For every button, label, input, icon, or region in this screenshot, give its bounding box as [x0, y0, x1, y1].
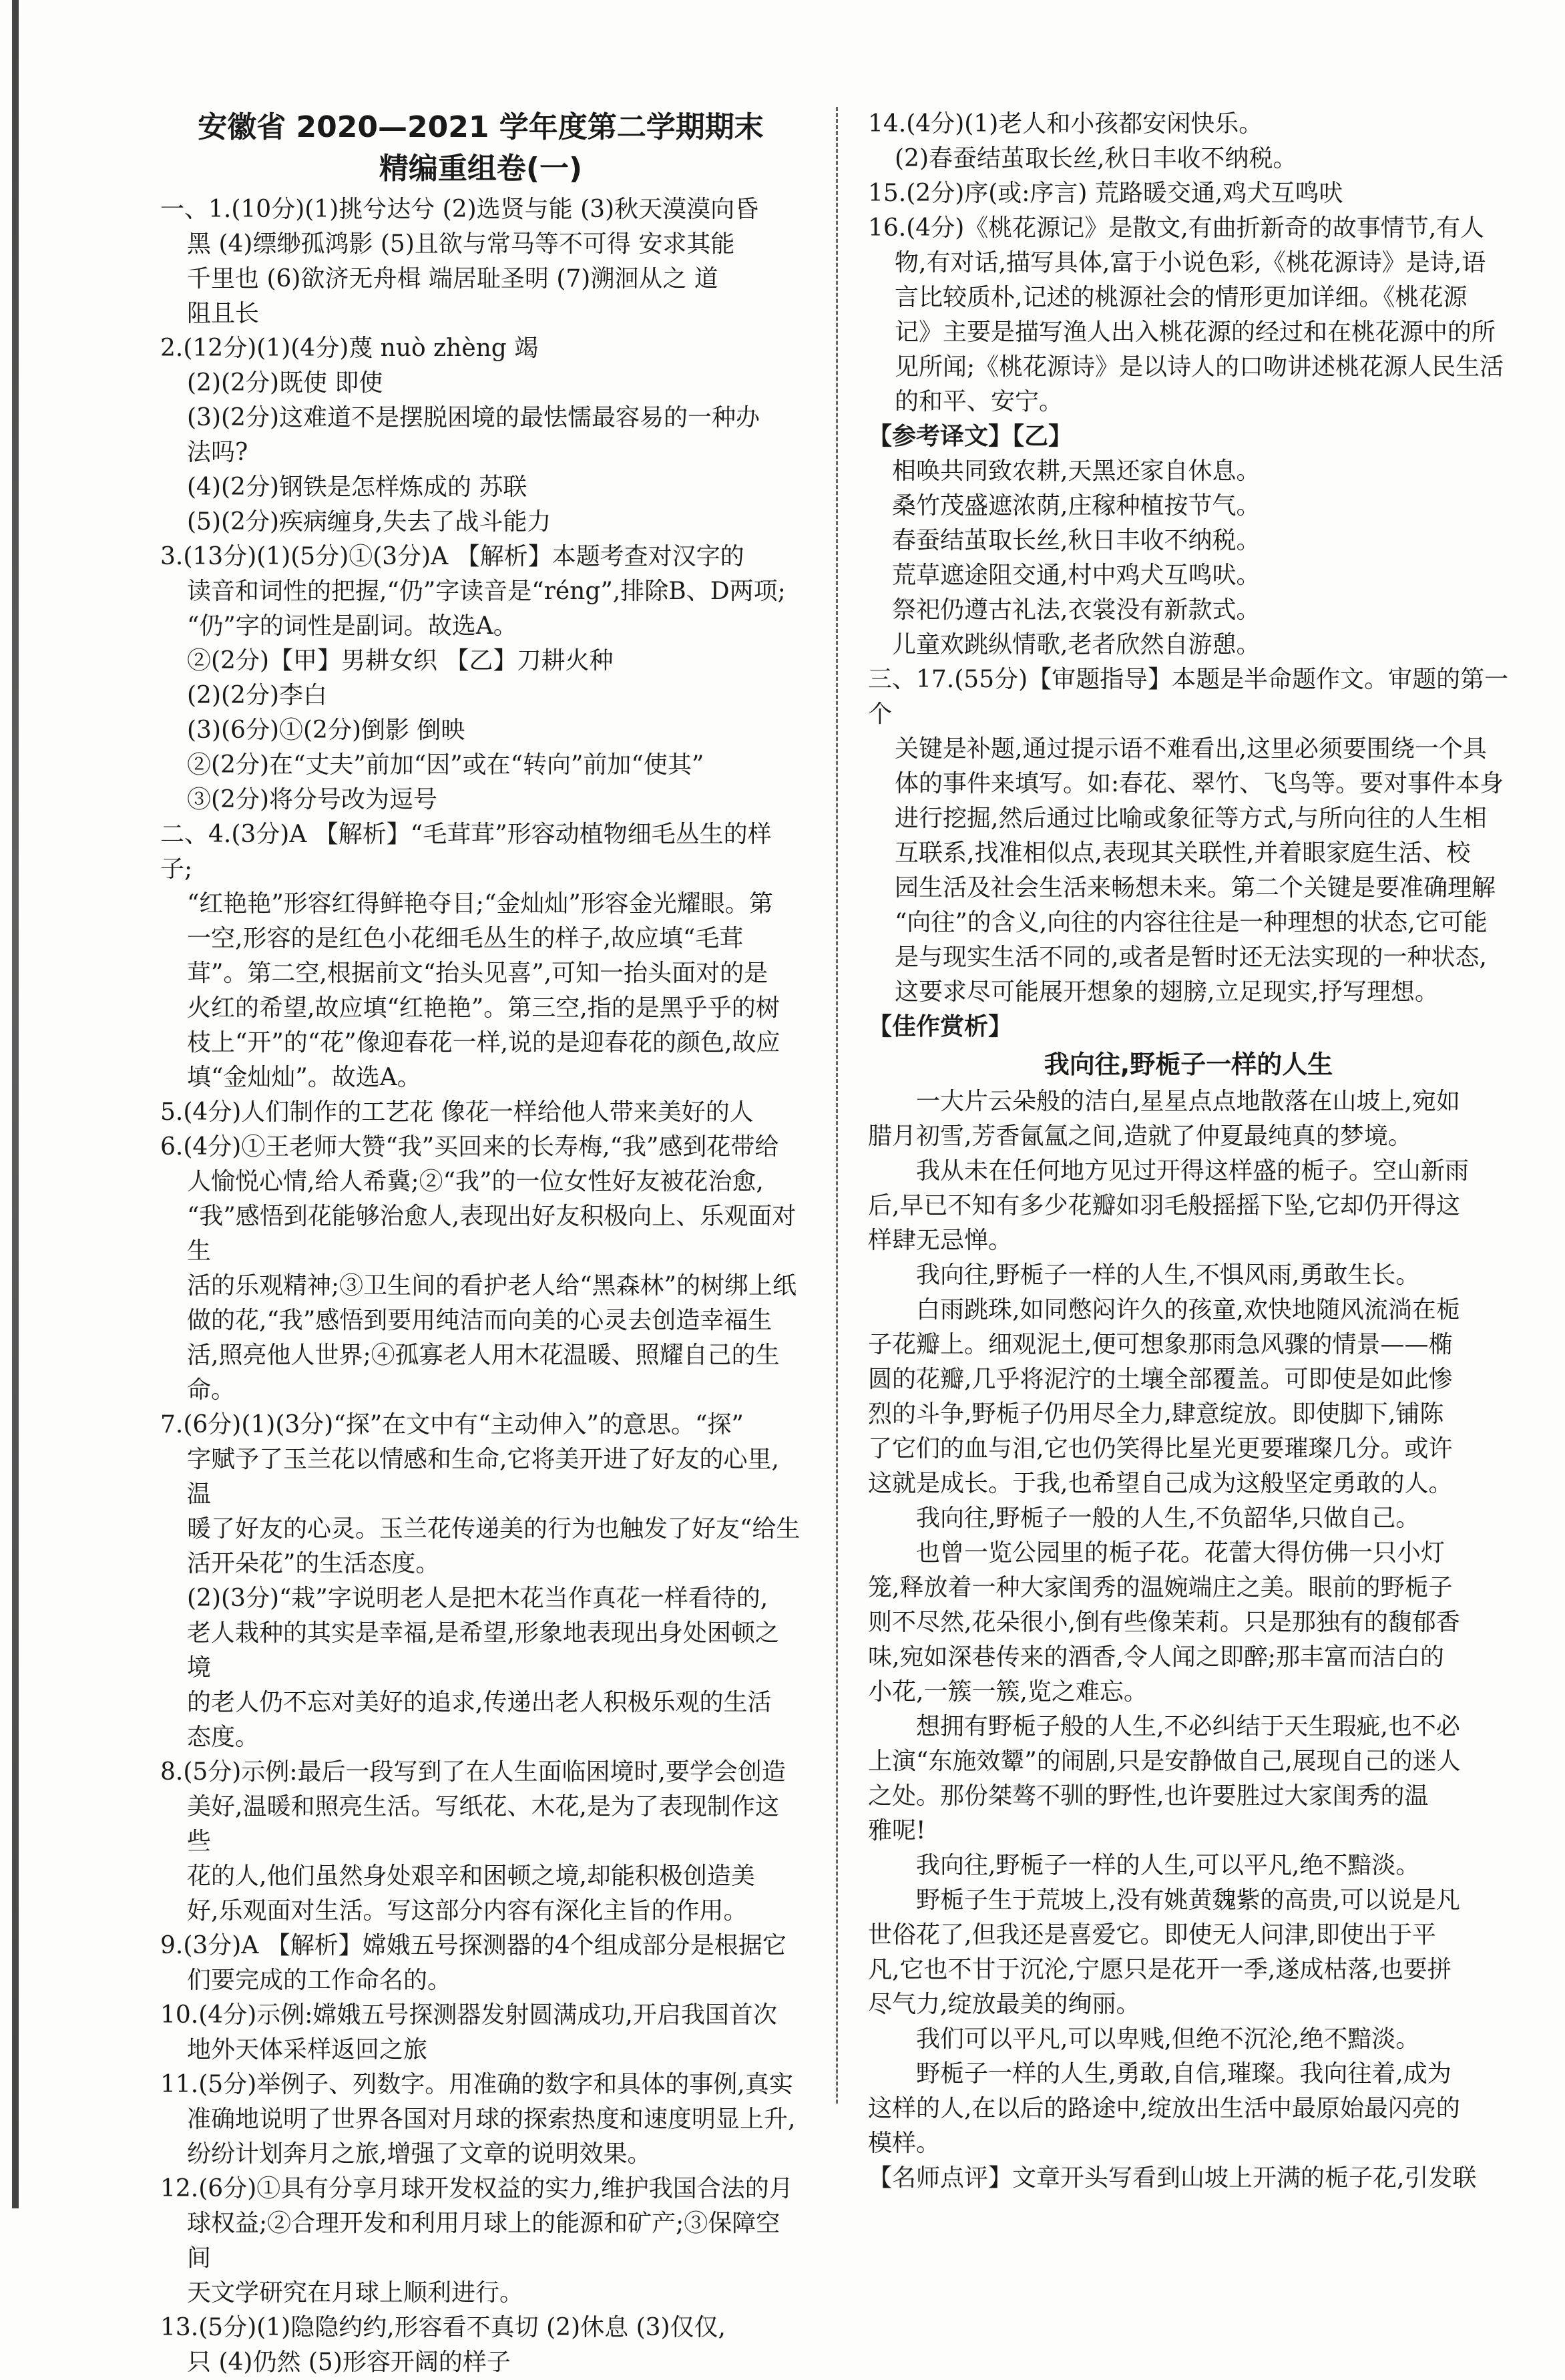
answer-line: 16.(4分)《桃花源记》是散文,有曲折新奇的故事情节,有人: [868, 214, 1485, 242]
answer-line: 们要完成的工作命名的。: [187, 1967, 452, 1994]
essay-paragraph: [868, 1848, 1509, 1883]
essay-paragraph: [868, 2022, 1509, 2057]
answer-line: 纷纷计划奔月之旅,增强了文章的说明效果。: [187, 2140, 652, 2168]
answer-line: 11.(5分)举例子、列数字。用准确的数字和具体的事例,真实: [160, 2071, 793, 2098]
answer-q4: [160, 817, 801, 1095]
answer-line: 进行挖掘,然后通过比喻或象征等方式,与所向往的人生相: [895, 805, 1487, 832]
essay-line: 模样。: [868, 2130, 941, 2157]
essay-line: 一大片云朵般的洁白,星星点点地散落在山坡上,宛如: [916, 1088, 1460, 1115]
answer-line: (2)(2分)李白: [187, 682, 327, 709]
essay-line: 之处。那份桀骜不驯的野性,也许要胜过大家闺秀的温: [868, 1782, 1429, 1810]
answer-line: (2)(3分)“栽”字说明老人是把木花当作真花一样看待的,: [187, 1585, 768, 1612]
answer-line: 读音和词性的把握,“仍”字读音是“réng”,排除B、D两项;: [187, 578, 786, 605]
answer-q6: [160, 1130, 801, 1408]
answer-line: 字赋予了玉兰花以情感和生命,它将美开进了好友的心里,温: [187, 1446, 779, 1508]
essay-line: 后,早已不知有多少花瓣如羽毛般摇摇下坠,它却仍开得这: [868, 1192, 1460, 1219]
answer-line: 准确地说明了世界各国对月球的探索热度和速度明显上升,: [187, 2106, 796, 2133]
answer-q15: [868, 176, 1509, 211]
teacher-comment: [868, 2161, 1509, 2196]
answer-line: 阻且长: [187, 300, 260, 327]
answer-q7: [160, 1408, 801, 1755]
left-column: [160, 107, 801, 2380]
answer-line: 7.(6分)(1)(3分)“探”在文中有“主动伸入”的意思。“探”: [160, 1411, 744, 1438]
answer-line: 黑 (4)缥缈孤鸿影 (5)且欲与常马等不可得 安求其能: [187, 230, 735, 258]
answer-line: 活的乐观精神;③卫生间的看护老人给“黑森林”的树绑上纸: [187, 1272, 797, 1300]
answer-line: 花的人,他们虽然身处艰辛和困顿之境,却能积极创造美: [187, 1862, 755, 1890]
answer-line: ②(2分)【甲】男耕女织 【乙】刀耕火种: [187, 647, 614, 674]
essay-line: 这就是成长。于我,也希望自己成为这般坚定勇敢的人。: [868, 1470, 1453, 1497]
answer-line: 美好,温暖和照亮生活。写纸花、木花,是为了表现制作这些: [187, 1793, 779, 1855]
essay-line: 我向往,野栀子一样的人生,可以平凡,绝不黯淡。: [916, 1852, 1420, 1879]
answer-q1: [160, 192, 801, 331]
answer-line: ②(2分)在“丈夫”前加“因”或在“转向”前加“使其”: [187, 751, 704, 779]
answer-line: 15.(2分)序(或:序言) 荒路暖交通,鸡犬互鸣吠: [868, 180, 1343, 207]
answer-line: 活开朵花”的生活态度。: [187, 1550, 440, 1577]
essay-line: 则不尽然,花朵很小,倒有些像茉莉。只是那独有的馥郁香: [868, 1609, 1460, 1636]
poem-line: 儿童欢跳纵情歌,老者欣然自游憩。: [892, 631, 1261, 658]
essay-line: 腊月初雪,芳香氤氲之间,造就了仲夏最纯真的梦境。: [868, 1123, 1412, 1150]
answer-line: (2)春蚕结茧取长丝,秋日丰收不纳税。: [895, 145, 1297, 172]
answer-line: 体的事件来填写。如:春花、翠竹、飞鸟等。要对事件本身: [895, 770, 1504, 797]
essay-line: 世俗花了,但我还是喜爱它。即使无人问津,即使出于平: [868, 1921, 1436, 1949]
answer-q3: [160, 540, 801, 817]
answer-line: 14.(4分)(1)老人和小孩都安闲快乐。: [868, 110, 1263, 138]
answer-q16: [868, 211, 1509, 419]
answer-line: 言比较质朴,记述的桃源社会的情形更加详细。《桃花源: [895, 284, 1468, 311]
answer-line: (3)(2分)这难道不是摆脱困境的最怯懦最容易的一种办: [187, 404, 760, 431]
answer-line: 的和平、安宁。: [895, 388, 1064, 415]
answer-list-left: [160, 192, 801, 2380]
essay-line: 样肆无忌惮。: [868, 1227, 1013, 1254]
answer-line: “我”感悟到花能够治愈人,表现出好友积极向上、乐观面对生: [187, 1203, 797, 1265]
answer-line: 8.(5分)示例:最后一段写到了在人生面临困境时,要学会创造: [160, 1758, 786, 1786]
answer-line: 三、17.(55分)【审题指导】本题是半命题作文。审题的第一个: [868, 666, 1509, 728]
answer-line: 3.(13分)(1)(5分)①(3分)A 【解析】本题考查对汉字的: [160, 543, 744, 570]
answer-q12: [160, 2172, 801, 2311]
answer-line: 园生活及社会生活来畅想未来。第二个关键是要准确理解: [895, 874, 1496, 902]
answer-line: 13.(5分)(1)隐隐约约,形容看不真切 (2)休息 (3)仅仅,: [160, 2314, 726, 2341]
poem-line: 春蚕结茧取长丝,秋日丰收不纳税。: [892, 527, 1261, 554]
essay-body: [868, 1084, 1509, 2161]
answer-q2: [160, 331, 801, 540]
answer-line: 10.(4分)示例:嫦娥五号探测器发射圆满成功,开启我国首次: [160, 2001, 777, 2029]
column-divider: [836, 107, 838, 2104]
right-column: [868, 107, 1509, 2196]
answer-line: 火红的希望,故应填“红艳艳”。第三空,指的是黑乎乎的树: [187, 994, 780, 1022]
essay-line: 野栀子生于荒坡上,没有姚黄魏紫的高贵,可以说是凡: [916, 1887, 1460, 1914]
answer-line: 见所闻;《桃花源诗》是以诗人的口吻讲述桃花源人民生活: [895, 353, 1504, 381]
essay-line: 野栀子一样的人生,勇敢,自信,璀璨。我向往着,成为: [916, 2060, 1451, 2088]
essay-line: 想拥有野栀子般的人生,不必纠结于天生瑕疵,也不必: [916, 1713, 1460, 1740]
answer-line: ③(2分)将分号改为逗号: [187, 786, 437, 813]
essay-paragraph: [868, 1293, 1509, 1501]
answer-q9: [160, 1929, 801, 1998]
poem-line: 相唤共同致农耕,天黑还家自休息。: [892, 457, 1261, 485]
essay-paragraph: [868, 1710, 1509, 1848]
answer-line: 球权益;②合理开发和利用月球上的能源和矿产;③保障空间: [187, 2210, 780, 2272]
answer-line: 法吗?: [187, 439, 248, 466]
answer-q14: [868, 107, 1509, 176]
poem-line: 桑竹茂盛遮浓荫,庄稼种植按节气。: [892, 492, 1261, 520]
answer-line: 互联系,找准相似点,表现其关联性,并着眼家庭生活、校: [895, 839, 1471, 867]
answer-line: 12.(6分)①具有分享月球开发权益的实力,维护我国合法的月: [160, 2175, 793, 2202]
translation-poem: [868, 454, 1509, 662]
answer-line: 千里也 (6)欲济无舟楫 端居耻圣明 (7)溯洄从之 道: [187, 265, 718, 292]
translation-tag: 【参考译文】【乙】: [868, 423, 1073, 450]
poem-line: 祭祀仍遵古礼法,衣裳没有新款式。: [892, 596, 1261, 624]
answer-q5: [160, 1095, 801, 1130]
answer-line: 活,照亮他人世界;④孤寡老人用木花温暖、照耀自己的生命。: [187, 1342, 780, 1404]
essay-line: 我向往,野栀子一般的人生,不负韶华,只做自己。: [916, 1505, 1420, 1532]
answer-line: 的老人仍不忘对美好的追求,传递出老人积极乐观的生活: [187, 1689, 772, 1716]
answer-line: 物,有对话,描写具体,富于小说色彩,《桃花源诗》是诗,语: [895, 249, 1486, 276]
page-subtitle: 精编重组卷(一): [379, 152, 583, 186]
essay-line: 雅呢!: [868, 1817, 926, 1844]
answer-q11: [160, 2067, 801, 2172]
answer-line: (4)(2分)钢铁是怎样炼成的 苏联: [187, 473, 527, 501]
answer-line: 填“金灿灿”。故选A。: [187, 1064, 421, 1091]
answer-line: 记》主要是描写渔人出入桃花源的经过和在桃花源中的所: [895, 319, 1496, 346]
essay-line: 笼,释放着一种大家闺秀的温婉端庄之美。眼前的野栀子: [868, 1574, 1453, 1601]
answer-line: (2)(2分)既使 即使: [187, 369, 383, 397]
essay-line: 了它们的血与泪,它也仍笑得比星光更要璀璨几分。或许: [868, 1435, 1453, 1462]
answer-line: 5.(4分)人们制作的工艺花 像花一样给他人带来美好的人: [160, 1099, 754, 1126]
answer-line: (3)(6分)①(2分)倒影 倒映: [187, 717, 465, 744]
answer-line: 态度。: [187, 1724, 260, 1751]
answer-line: 地外天体采样返回之旅: [187, 2036, 428, 2063]
essay-paragraph: [868, 1501, 1509, 1536]
answer-q10: [160, 1998, 801, 2067]
answer-line: 二、4.(3分)A 【解析】“毛茸茸”形容动植物细毛丛生的样子;: [160, 821, 772, 883]
essay-paragraph: [868, 1883, 1509, 2022]
answer-line: 只 (4)仍然 (5)形容开阔的样子: [187, 2349, 511, 2376]
answer-line: 枝上“开”的“花”像迎春花一样,说的是迎春花的颜色,故应: [187, 1029, 780, 1056]
essay-line: 我向往,野栀子一样的人生,不惧风雨,勇敢生长。: [916, 1261, 1420, 1289]
essay-line: 烈的斗争,野栀子仍用尽全力,肆意绽放。即使脚下,铺陈: [868, 1400, 1444, 1428]
essay-line: 尽气力,绽放最美的绚丽。: [868, 1991, 1140, 2018]
answer-line: 是与现实生活不同的,或者是暂时还无法实现的一种状态,: [895, 944, 1487, 971]
answer-line: “向往”的含义,向往的内容往往是一种理想的状态,它可能: [895, 909, 1488, 936]
poem-line: 荒草遮途阻交通,村中鸡犬互鸣吠。: [892, 562, 1261, 589]
essay-line: 我从未在任何地方见过开得这样盛的栀子。空山新雨: [916, 1157, 1470, 1185]
essay-line: 味,宛如深巷传来的酒香,令人闻之即醉;那丰富而洁白的: [868, 1643, 1445, 1671]
essay-line: 圆的花瓣,几乎将泥泞的土壤全部覆盖。可即使是如此惨: [868, 1366, 1453, 1393]
answer-line: 老人栽种的其实是幸福,是希望,形象地表现出身处困顿之境: [187, 1619, 779, 1681]
essay-tag: 【佳作赏析】: [868, 1013, 1013, 1040]
answer-line: 一、1.(10分)(1)挑兮达兮 (2)选贤与能 (3)秋天漠漠向昏: [160, 196, 759, 223]
essay-line: 凡,它也不甘于沉沦,宁愿只是花开一季,遂成枯落,也要拼: [868, 1956, 1451, 1983]
answer-line: “红艳艳”形容红得鲜艳夺目;“金灿灿”形容金光耀眼。第: [187, 890, 773, 918]
answer-line: 这要求尽可能展开想象的翅膀,立足现实,抒写理想。: [895, 978, 1439, 1006]
essay-line: 上演“东施效颦”的闹剧,只是安静做自己,展现自己的迷人: [868, 1748, 1461, 1775]
answer-line: 2.(12分)(1)(4分)蔑 nuò zhèng 竭: [160, 335, 539, 362]
essay-line: 子花瓣上。细观泥土,便可想象那雨急风骤的情景——椭: [868, 1331, 1453, 1358]
answer-q17: [868, 662, 1509, 1010]
answer-line: 9.(3分)A 【解析】嫦娥五号探测器的4个组成部分是根据它: [160, 1932, 787, 1959]
answer-line: “仍”字的词性是副词。故选A。: [187, 612, 517, 640]
answer-line: 好,乐观面对生活。写这部分内容有深化主旨的作用。: [187, 1897, 748, 1925]
essay-line: 也曾一览公园里的栀子花。花蕾大得仿佛一只小灯: [916, 1539, 1445, 1567]
answer-line: 一空,形容的是红色小花细毛丛生的样子,故应填“毛茸: [187, 925, 744, 952]
answer-q8: [160, 1755, 801, 1929]
answer-line: 做的花,“我”感悟到要用纯洁而向美的心灵去创造幸福生: [187, 1307, 772, 1334]
answer-line: 茸”。第二空,根据前文“抬头见喜”,可知一抬头面对的是: [187, 960, 768, 987]
essay-paragraph: [868, 1258, 1509, 1293]
essay-title: 我向往,野栀子一样的人生: [1044, 1050, 1333, 1079]
essay-line: 小花,一簇一簇,览之难忘。: [868, 1678, 1148, 1706]
essay-paragraph: [868, 1154, 1509, 1258]
answer-line: (5)(2分)疾病缠身,失去了战斗能力: [187, 508, 551, 536]
essay-line: 这样的人,在以后的路途中,绽放出生活中最原始最闪亮的: [868, 2095, 1460, 2122]
essay-paragraph: [868, 1084, 1509, 1154]
essay-line: 我们可以平凡,可以卑贱,但绝不沉沦,绝不黯淡。: [916, 2025, 1420, 2053]
answer-line: 6.(4分)①王老师大赞“我”买回来的长寿梅,“我”感到花带给: [160, 1133, 779, 1161]
comment-line: 【名师点评】文章开头写看到山坡上开满的栀子花,引发联: [868, 2164, 1477, 2192]
binding-edge: [12, 0, 19, 2208]
answer-line: 人愉悦心情,给人希冀;②“我”的一位女性好友被花治愈,: [187, 1168, 764, 1195]
essay-paragraph: [868, 1536, 1509, 1710]
essay-line: 白雨跳珠,如同憋闷许久的孩童,欢快地随风流淌在栀: [916, 1296, 1460, 1324]
answer-line: 关键是补题,通过提示语不难看出,这里必须要围绕一个具: [895, 735, 1487, 763]
essay-paragraph: [868, 2057, 1509, 2161]
page-title: 安徽省 2020—2021 学年度第二学期期末: [198, 110, 764, 144]
answer-line: 暖了好友的心灵。玉兰花传递美的行为也触发了好友“给生: [187, 1515, 801, 1543]
answer-line: 天文学研究在月球上顺利进行。: [187, 2279, 524, 2307]
answer-q13: [160, 2311, 801, 2380]
